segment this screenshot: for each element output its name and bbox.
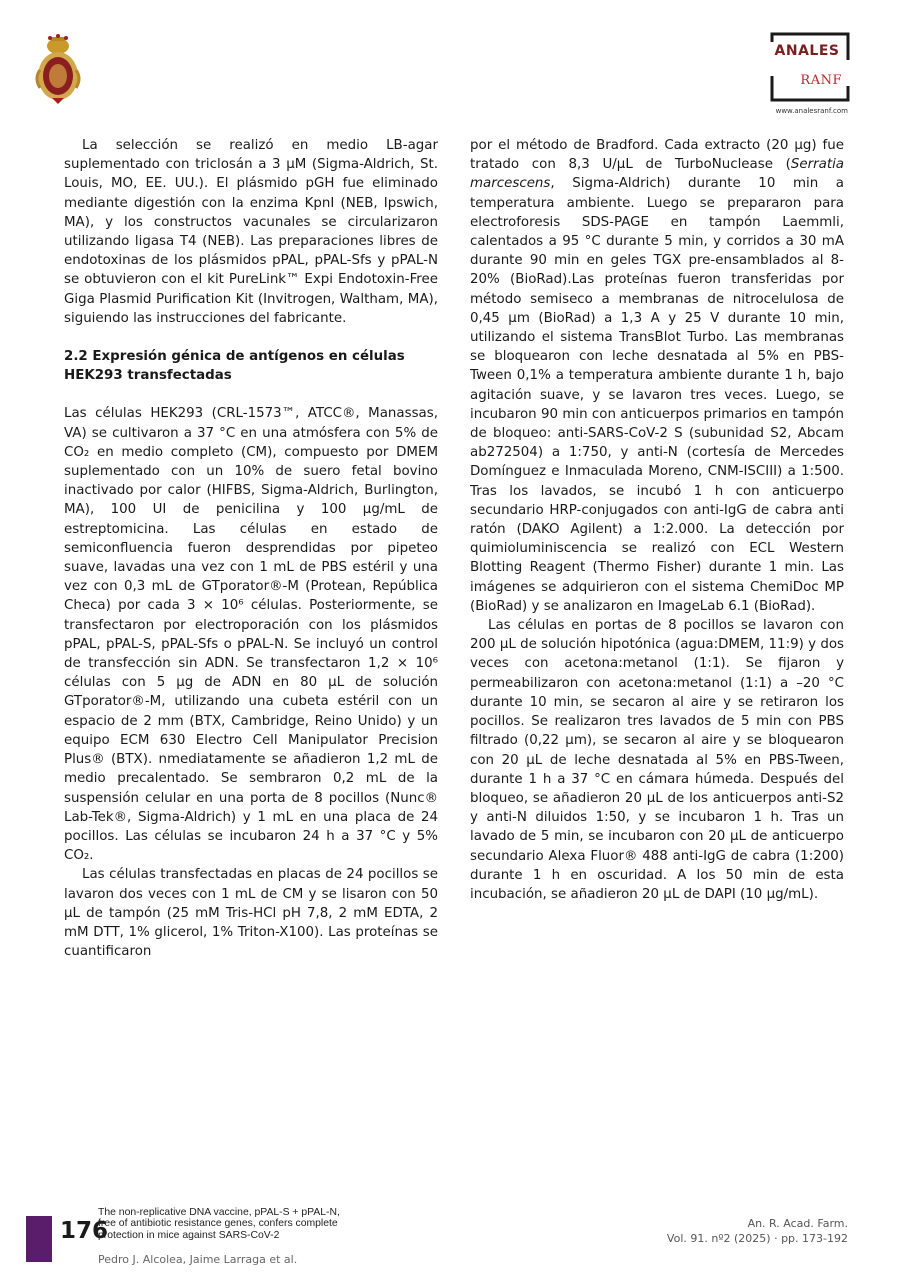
footer-title-line: protection in mice against SARS-CoV-2: [98, 1229, 280, 1241]
footer-authors: Pedro J. Alcolea, Jaime Larraga et al.: [98, 1253, 298, 1266]
logo-text-ranf: RANF: [800, 73, 842, 88]
section-heading: 2.2 Expresión génica de antígenos en células HEK293 transfectadas: [64, 349, 405, 384]
right-column: [470, 136, 844, 904]
paragraph: [470, 136, 844, 616]
footer-accent-bar: [26, 1216, 52, 1262]
paragraph-text: por el método de Bradford. Cada extracto (20 μg) fue tratado con 8,3 U/μL de TurboNuclease (: [470, 138, 844, 173]
logo-text-anales: ANALES: [774, 43, 840, 59]
paragraph: Las células transfectadas en placas de 24 pocillos se lavaron dos veces con 1 mL de CM y se lisaron con 50 μL de tampón (25 mM Tris-HCl pH 7,8, 2 mM EDTA, 2 mM DTT, 1% glicerol, 1% Triton-X100). Las proteínas se cuantificaron: [64, 867, 438, 960]
paragraph: Las células HEK293 (CRL-1573™, ATCC®, Manassas, VA) se cultivaron a 37 °C en una atmósfera con 5% de CO₂ en medio completo (CM), compuesto por DMEM suplementado con un 10% de suero fetal bovino inactivado por calor (HIFBS, Sigma-Aldrich, Burlington, MA), 100 UI de penicilina y 100 μg/mL de estreptomicina. Las células en estado de semiconfluencia fueron desprendidas por pipeteo suave, lavadas una vez con 1 mL de PBS estéril y una vez con 0,3 mL de GTporator®-M (Protean, República Checa) por cada 3 × 10⁶ células. Posteriormente, se transfectaron por electroporación con los plásmidos pPAL, pPAL-S, pPAL-Sfs o pPAL-N. Se incluyó un control de transfección sin ADN. Se transfectaron 1,2 × 10⁶ células con 5 μg de ADN en 80 μL de solución GTporator®-M, utilizando una cubeta estéril con un espacio de 2 mm (BTX, Cambridge, Reino Unido) y un equipo ECM 630 Electro Cell Manipulator Precision Plus® (BTX). nmediatamente se añadieron 1,2 mL de medio precalentado. Se sembraron 0,2 mL de la suspensión celular en una porta de 8 pocillos (Nunc® Lab-Tek®, Sigma-Aldrich) y 1 mL en una placa de 24 pocillos. Las células se incubaron 24 h a 37 °C y 5% CO₂.: [64, 406, 438, 864]
journal-volume: Vol. 91. nº2 (2025) · pp. 173-192: [666, 1232, 848, 1245]
footer-journal-citation: [667, 1216, 848, 1246]
footer-title-line: The non-replicative DNA vaccine, pPAL-S + pPAL-N,: [98, 1207, 340, 1218]
journal-url[interactable]: www.analesranf.com: [775, 107, 848, 115]
left-column: [64, 136, 438, 961]
paragraph: La selección se realizó en medio LB-agar suplementado con triclosán a 3 μM (Sigma-Aldrich, St. Louis, MO, EE. UU.). El plásmido pGH fue eliminado mediante digestión con la enzima KpnI (NEB, Ipswich, MA), y los constructos vacunales se circularizaron utilizando ligasa T4 (NEB). Las preparaciones libres de endotoxinas de los plásmidos pPAL, pPAL-Sfs y pPAL-N se obtuvieron con el kit PureLink™ Expi Endotoxin-Free Giga Plasmid Purification Kit (Invitrogen, Waltham, MA), siguiendo las instrucciones del fabricante.: [64, 138, 438, 326]
footer-article-title: [98, 1207, 458, 1241]
academy-crest-icon: [30, 30, 86, 106]
journal-name: An. R. Acad. Farm.: [747, 1217, 848, 1230]
footer-title-line: free of antibiotic resistance genes, confers complete: [98, 1218, 338, 1230]
page-number: 176: [60, 1218, 109, 1244]
species-name: Serratia marcescens: [470, 157, 844, 192]
paragraph: Las células en portas de 8 pocillos se lavaron con 200 μL de solución hipotónica (agua:DMEM, 11:9) y dos veces con acetona:metanol (1:1). Se fijaron y permeabilizaron con acetona:metanol (1:1) a –20 °C durante 10 min, se secaron al aire y se retiraron los pocillos. Se realizaron tres lavados de 5 min con PBS filtrado (0,22 μm), se secaron al aire y se bloquearon con 20 μL de leche desnatada al 5% en PBS-Tween, durante 1 h a 37 °C en cámara húmeda. Después del bloqueo, se añadieron 20 μL de los anticuerpos anti-S2 y anti-N diluidos 1:50, y se incubaron 1 h. Tras un lavado de 5 min, se incubaron con 20 μL de anticuerpo secundario Alexa Fluor® 488 anti-IgG de cabra (1:200) durante 1 h en oscuridad. A los 50 min de esta incubación, se añadieron 20 μL de DAPI (10 μg/mL).: [470, 618, 844, 902]
paragraph-text: , Sigma-Aldrich) durante 10 min a temperatura ambiente. Luego se prepararon para electroforesis SDS-PAGE en tampón Laemmli, calentados a 95 °C durante 5 min, y corridos a 30 mA durante 90 min en geles TGX pre-ensamblados al 8-20% (BioRad).Las proteínas fueron transferidas por método semiseco a membranas de nitrocelulosa de 0,45 μm (BioRad) a 1,3 A y 25 V durante 10 min, utilizando el sistema TransBlot Turbo. Las membranas se bloquearon con leche desnatada al 5% en PBS-Tween 0,1% a temperatura ambiente durante 1 h, bajo agitación suave, y se lavaron tres veces. Luego, se incubaron 90 min con anticuerpos primarios en tampón de bloqueo: anti-SARS-CoV-2 S (subunidad S2, Abcam ab272504) a 1:750, y anti-N (cortesía de Mercedes Domínguez e Inmaculada Moreno, CNM-ISCIII) a 1:500. Tras los lavados, se incubó 1 h con anticuerpo secundario HRP-conjugados con anti-IgG de cabra anti ratón (DAKO Agilent) a 1:2.000. La detección por quimioluminiscencia se realizó con ECL Western Blotting Reagent (Thermo Fisher) durante 1 min. Las imágenes se adquirieron con el sistema ChemiDoc MP (BioRad) y se analizaron en ImageLab 6.1 (BioRad).: [470, 176, 844, 614]
